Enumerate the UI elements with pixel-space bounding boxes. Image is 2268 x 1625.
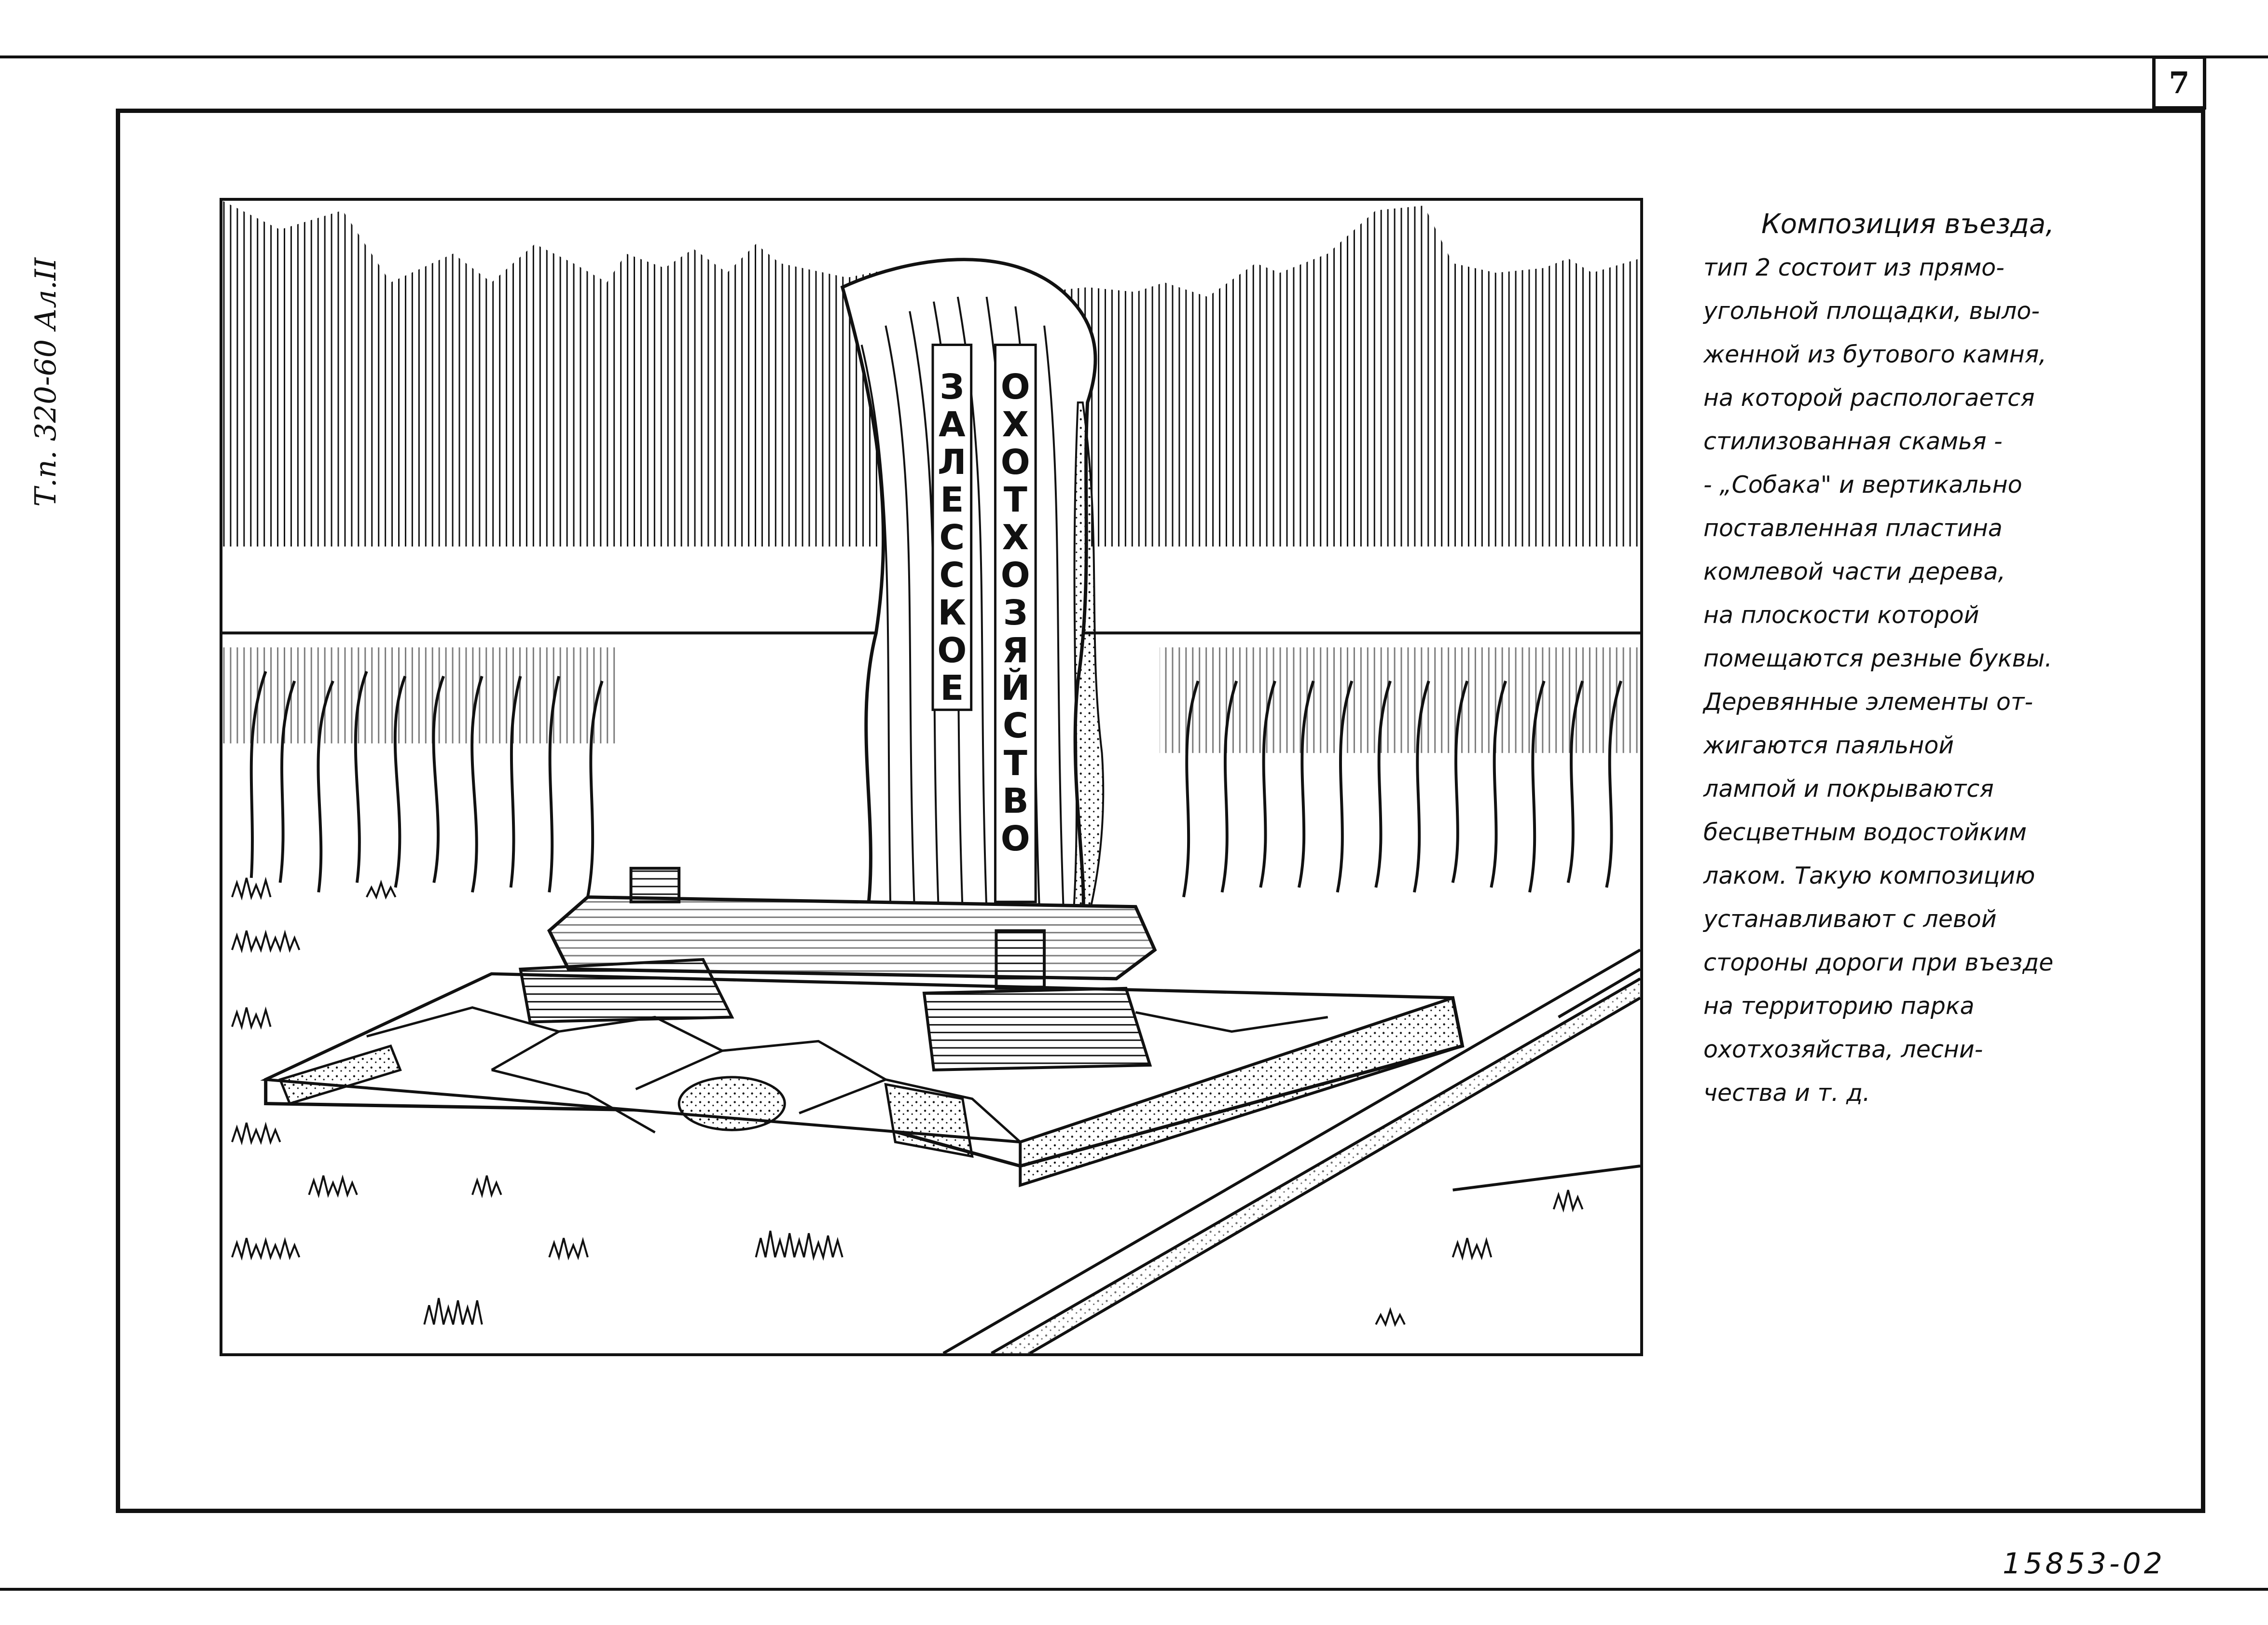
caption-line: на территорию парка — [1703, 992, 1975, 1020]
page-number: 7 — [2152, 56, 2206, 110]
entrance-sketch — [220, 198, 1643, 1356]
caption-line: стороны дороги при въезде — [1703, 949, 2054, 976]
caption-line: женной из бутового камня, — [1703, 341, 2047, 368]
caption-line: Деревянные элементы от- — [1703, 688, 2033, 716]
trunk-slab — [843, 260, 1103, 921]
caption-line: лампой и покрываются — [1703, 775, 1994, 803]
caption-line: бесцветным водостойким — [1703, 819, 2027, 846]
inscription-zalesskoe: ЗАЛЕССКОЕ — [931, 366, 972, 706]
description-text — [1703, 203, 2157, 1115]
document-number: 15853-02 — [2003, 1547, 2165, 1581]
caption-line: помещаются резные буквы. — [1703, 645, 2052, 672]
bottom-rule — [0, 1588, 2268, 1591]
caption-line: угольной площадки, выло- — [1703, 297, 2040, 325]
caption-line: устанавливают с левой — [1703, 905, 1997, 933]
caption-line: лаком. Такую композицию — [1703, 862, 2035, 889]
caption-line: на которой распологается — [1703, 384, 2035, 412]
caption-line: комлевой части дерева, — [1703, 558, 2005, 585]
caption-line: чества и т. д. — [1703, 1079, 1870, 1107]
caption-line: поставленная пластина — [1703, 514, 2003, 542]
stone-platform — [266, 974, 1463, 1185]
caption-line: охотхозяйства, лесни- — [1703, 1036, 1983, 1063]
inscription-okhotkhozyaistvo: ОХОТХОЗЯЙСТВО — [995, 366, 1036, 856]
caption-line: на плоскости которой — [1703, 601, 1979, 629]
caption-line: - „Собака" и вертикально — [1703, 471, 2022, 499]
caption-line: Композиция въезда, — [1761, 208, 2054, 240]
caption-line: жигаются паяльной — [1703, 732, 1954, 759]
top-rule — [0, 56, 2268, 58]
caption-line: стилизованная скамья - — [1703, 428, 2003, 455]
side-code: Т.п. 320-60 Ал.II — [29, 257, 63, 507]
caption-line: тип 2 состоит из прямо- — [1703, 254, 2005, 281]
